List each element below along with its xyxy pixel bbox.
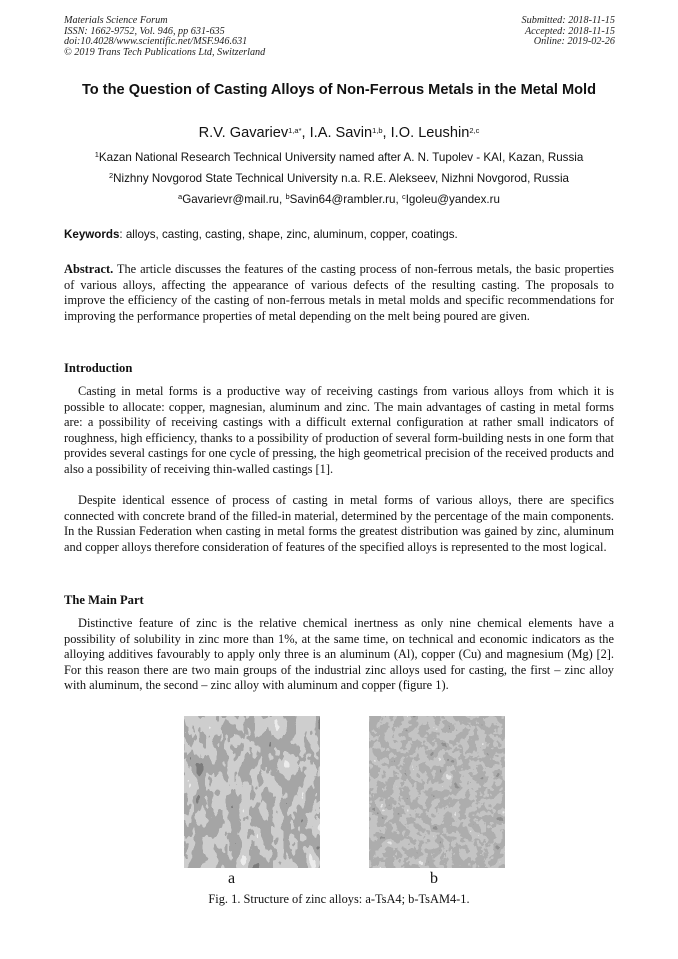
keywords-text: : alloys, casting, casting, shape, zinc, aluminum, copper, coatings.	[119, 228, 458, 241]
section-heading-introduction: Introduction	[64, 361, 133, 375]
affiliation-text: Kazan National Research Technical University named after A. N. Tupolev - KAI, Kazan, Russia	[98, 151, 584, 164]
panel-label-b: b	[430, 870, 438, 887]
doi: doi:10.4028/www.scientific.net/MSF.946.631	[64, 36, 248, 48]
panel-label-a: a	[228, 870, 236, 887]
journal-name: Materials Science Forum	[64, 15, 168, 26]
section-heading-main-part: The Main Part	[64, 593, 144, 607]
issn-volume: ISSN: 1662-9752, Vol. 946, pp 631-635	[64, 25, 225, 37]
figure-caption: Fig. 1. Structure of zinc alloys: a-TsA4; b-TsAM4-1.	[208, 892, 470, 906]
email-sup: c	[401, 192, 406, 201]
abstract-text: The article discusses the features of the casting process of non-ferrous metals, the basic properties of various alloys, affecting the appearance of various defects of the resulting casting. The proposals to improve the efficiency of the casting of non-ferrous metals in metal molds and specific recommendations for improving the performance properties of metal depending on the melt being poured are given.	[64, 262, 614, 323]
email-link[interactable]: Savin64@rambler.ru	[289, 193, 396, 206]
affiliation-sup: 2	[109, 171, 114, 180]
affiliation-2	[64, 172, 614, 186]
author-list: R.V. Gavariev$^{1,a*}$, I.A. Savin$^{1,b}$, I.O. Leushin$^{2,c}$	[198, 125, 480, 141]
micrograph-a	[184, 716, 320, 868]
email-sup: b	[285, 192, 290, 201]
affiliation-text: Nizhny Novgorod State Technical University n.a. R.E. Alekseev, Nizhni Novgorod, Russia	[113, 172, 569, 185]
affiliation-1	[64, 151, 614, 165]
abstract-label: Abstract.	[64, 262, 114, 276]
email-sup: a	[178, 192, 183, 201]
author-sup: 2,c	[469, 126, 480, 135]
author-name: I.O. Leushin	[390, 125, 470, 141]
author-sup: 1,b	[372, 126, 383, 135]
paragraph: Despite identical essence of process of casting in metal forms of various alloys, there are specifics connected with concrete brand of the filled-in material, determined by the percentage of the main components. In the Russian Federation when casting in metal forms the greatest distribution was gained by zinc, aluminum and copper alloys therefore consideration of features of the specified alloys is represented to the most logical.	[64, 493, 614, 554]
author-name: R.V. Gavariev	[198, 125, 289, 141]
paragraph: Casting in metal forms is a productive way of receiving castings from various alloys from which it is possible to allocate: copper, magnesian, aluminum and zinc. The main advantages of casting in metal forms are: a possibility of receiving castings with a difficult external configuration at rather small indicators of roughness, high efficiency, thanks to a possibility of production of several form-building nests in one form that provides several castings for one cycle of pressing, the high geometrical precision of the received products and also a possibility of receiving thin-walled castings [1].	[64, 384, 614, 476]
author-sup: 1,a*	[288, 126, 302, 135]
online-date: Online: 2019-02-26	[533, 36, 615, 48]
keywords	[64, 228, 614, 242]
submission-dates	[522, 16, 615, 48]
abstract	[64, 262, 614, 324]
submitted-date: Submitted: 2018-11-15	[521, 15, 615, 26]
paper-title: To the Question of Casting Alloys of Non-Ferrous Metals in the Metal Mold	[81, 82, 597, 98]
email-link[interactable]: Gavarievr@mail.ru	[182, 193, 279, 206]
paragraph: Distinctive feature of zinc is the relative chemical inertness as only nine chemical elements have a possibility of solubility in zinc more than 1%, at the same time, on technical and economic indicators as the alloying additives favourably to apply only three is an aluminum (Al), copper (Cu) and magnesium (Mg) [2]. For this reason there are two main groups of the industrial zinc alloys used for casting, the first – zinc alloy with aluminum, the second – zinc alloy with aluminum and copper (figure 1).	[64, 616, 614, 692]
accepted-date: Accepted: 2018-11-15	[524, 25, 615, 37]
affiliation-sup: 1	[94, 150, 99, 159]
author-emails: $^a$Gavarievr@mail.ru, $^b$Savin64@rambler.ru, $^c$Igoleu@yandex.ru	[178, 192, 500, 206]
author-name: I.A. Savin	[309, 125, 373, 141]
journal-info	[64, 16, 265, 58]
copyright: © 2019 Trans Tech Publications Ltd, Switzerland	[64, 46, 266, 58]
micrograph-b	[369, 716, 505, 868]
email-link[interactable]: Igoleu@yandex.ru	[405, 193, 500, 206]
keywords-label: Keywords	[64, 228, 120, 241]
